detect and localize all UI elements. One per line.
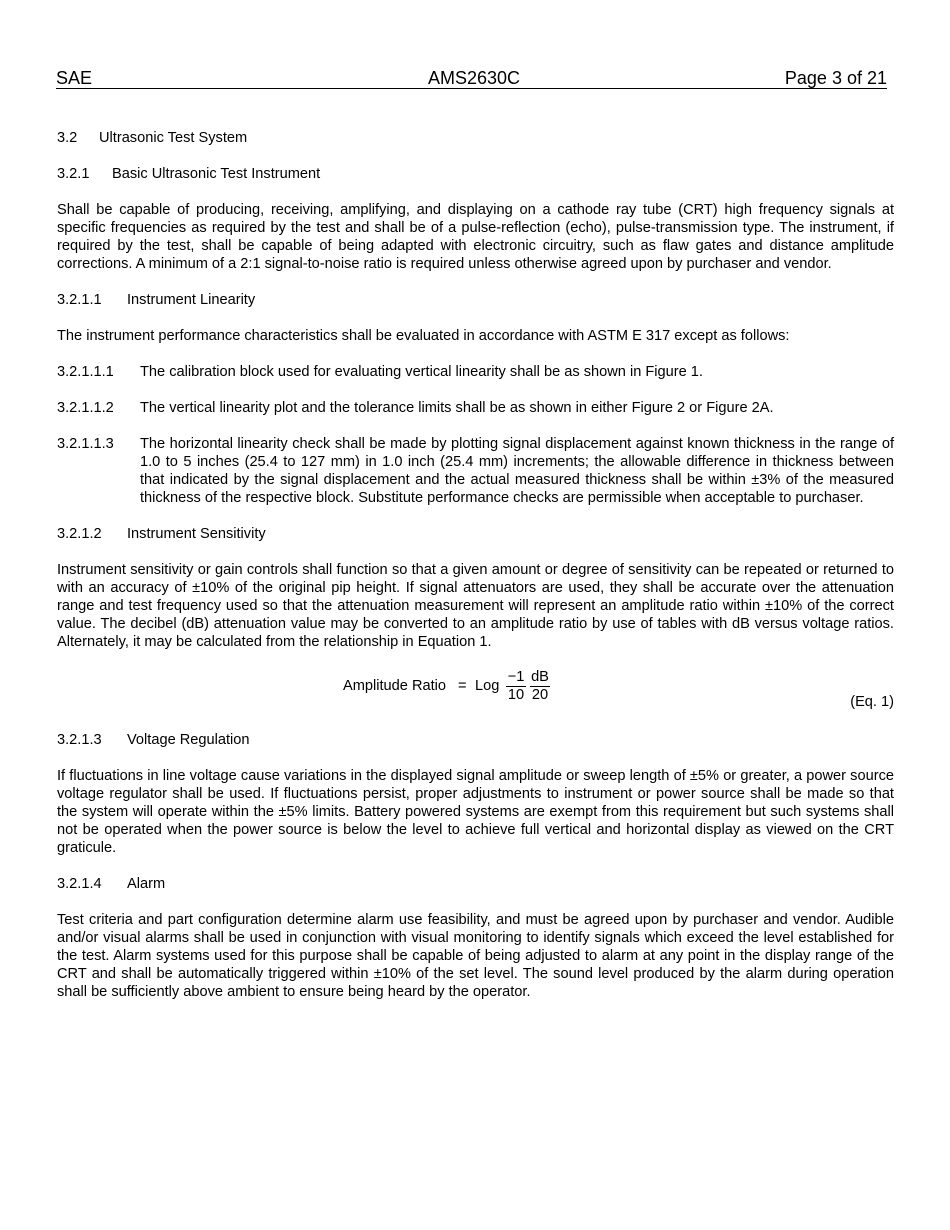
header-page-number: Page 3 of 21 xyxy=(784,68,887,88)
fraction-numerator: −1 xyxy=(507,669,525,685)
paragraph-3-2-1-1: The instrument performance characteristics shall be evaluated in accordance with ASTM E 317 except as follows: xyxy=(57,328,790,344)
equation-fraction-1 xyxy=(506,669,526,704)
equation-equals: = xyxy=(458,678,467,694)
equation-log: Log xyxy=(475,678,500,694)
list-item xyxy=(57,435,894,507)
item-text: The vertical linearity plot and the tolerance limits shall be as shown in either Figure 2 or Figure 2A. xyxy=(140,400,774,416)
fraction-denominator: 10 xyxy=(507,687,525,703)
section-heading-3-2 xyxy=(57,129,894,147)
section-heading-3-2-1-2 xyxy=(57,525,894,543)
item-text: The horizontal linearity check shall be made by plotting signal displacement against known thickness in the range of 1.0 to 5 inches (25.4 to 127 mm) in 1.0 inch (25.4 mm) increments; the allowable difference in thickness between that indicated by the signal displacement and the actual measured thickness shall be within ±3% of the measured thickness of the respective block. Substitute performance checks are permissible when acceptable to purchaser. xyxy=(140,436,894,506)
fraction-denominator: 20 xyxy=(531,687,549,703)
section-title: Instrument Linearity xyxy=(127,292,256,308)
list-item xyxy=(57,399,894,417)
document-body xyxy=(57,129,894,1019)
list-item xyxy=(57,363,894,381)
equation-lhs: Amplitude Ratio xyxy=(343,678,447,694)
header-doc-id: AMS2630C xyxy=(428,68,521,88)
section-number: 3.2.1 xyxy=(57,166,90,182)
item-number: 3.2.1.1.3 xyxy=(57,436,114,452)
section-heading-3-2-1-4 xyxy=(57,875,894,893)
equation-1 xyxy=(57,669,894,713)
section-number: 3.2 xyxy=(57,130,78,146)
section-title: Alarm xyxy=(127,876,166,892)
item-number: 3.2.1.1.1 xyxy=(57,364,114,380)
section-number: 3.2.1.4 xyxy=(57,876,102,892)
paragraph-3-2-1: Shall be capable of producing, receiving, amplifying, and displaying on a cathode ray tube (CRT) high frequency signals at specific frequencies as required by the test and shall be of a pulse-reflection (echo), pulse-transmission type. The instrument, if required by the test, shall be capable of being adapted with electronic circuitry, such as flaw gates and distance amplitude corrections. A minimum of a 2:1 signal-to-noise ratio is required unless otherwise agreed upon by purchaser and vendor. xyxy=(57,202,894,272)
paragraph-3-2-1-3: If fluctuations in line voltage cause variations in the displayed signal amplitude or sweep length of ±5% or greater, a power source voltage regulator shall be used. If fluctuations persist, proper adjustments to instrument or power source shall be made so that the system will operate within the ±5% limits. Battery powered systems are exempt from this requirement but such systems shall not be operated when the power source is below the level to achieve full vertical and horizontal display as viewed on the CRT graticule. xyxy=(57,768,894,856)
item-text: The calibration block used for evaluating vertical linearity shall be as shown in Figure 1. xyxy=(140,364,703,380)
item-number: 3.2.1.1.2 xyxy=(57,400,114,416)
page-header xyxy=(56,68,887,89)
equation-number: (Eq. 1) xyxy=(850,694,894,710)
paragraph-3-2-1-2: Instrument sensitivity or gain controls shall function so that a given amount or degree of sensitivity can be repeated or returned to with an accuracy of ±10% of the original pip height. If signal attenuators are used, they shall be accurate over the attenuation range and test frequency used so that the attenuation measurement will represent an amplitude ratio within ±10% of the correct value. The decibel (dB) attenuation value may be converted to an amplitude ratio by use of tables with dB versus voltage ratios. Alternately, it may be calculated from the relationship in Equation 1. xyxy=(57,562,894,650)
section-number: 3.2.1.1 xyxy=(57,292,102,308)
header-org: SAE xyxy=(56,68,93,88)
section-title: Voltage Regulation xyxy=(127,732,250,748)
section-number: 3.2.1.2 xyxy=(57,526,102,542)
equation-fraction-2 xyxy=(530,669,550,704)
paragraph-3-2-1-4: Test criteria and part configuration determine alarm use feasibility, and must be agreed upon by purchaser and vendor. Audible and/or visual alarms shall be used in conjunction with visual monitoring to identify signals which exceed the level established for the test. Alarm systems used for this purpose shall be capable of being adjusted to alarm at any point in the display range of the CRT and shall be automatically triggered within ±10% of the set level. The sound level produced by the alarm during operation shall be sufficiently above ambient to ensure being heard by the operator. xyxy=(57,912,894,1000)
section-heading-3-2-1-3 xyxy=(57,731,894,749)
section-heading-3-2-1 xyxy=(57,165,894,183)
section-heading-3-2-1-1 xyxy=(57,291,894,309)
section-title: Ultrasonic Test System xyxy=(99,130,248,146)
section-title: Basic Ultrasonic Test Instrument xyxy=(112,166,321,182)
section-title: Instrument Sensitivity xyxy=(127,526,266,542)
fraction-numerator: dB xyxy=(531,669,549,685)
section-number: 3.2.1.3 xyxy=(57,732,102,748)
